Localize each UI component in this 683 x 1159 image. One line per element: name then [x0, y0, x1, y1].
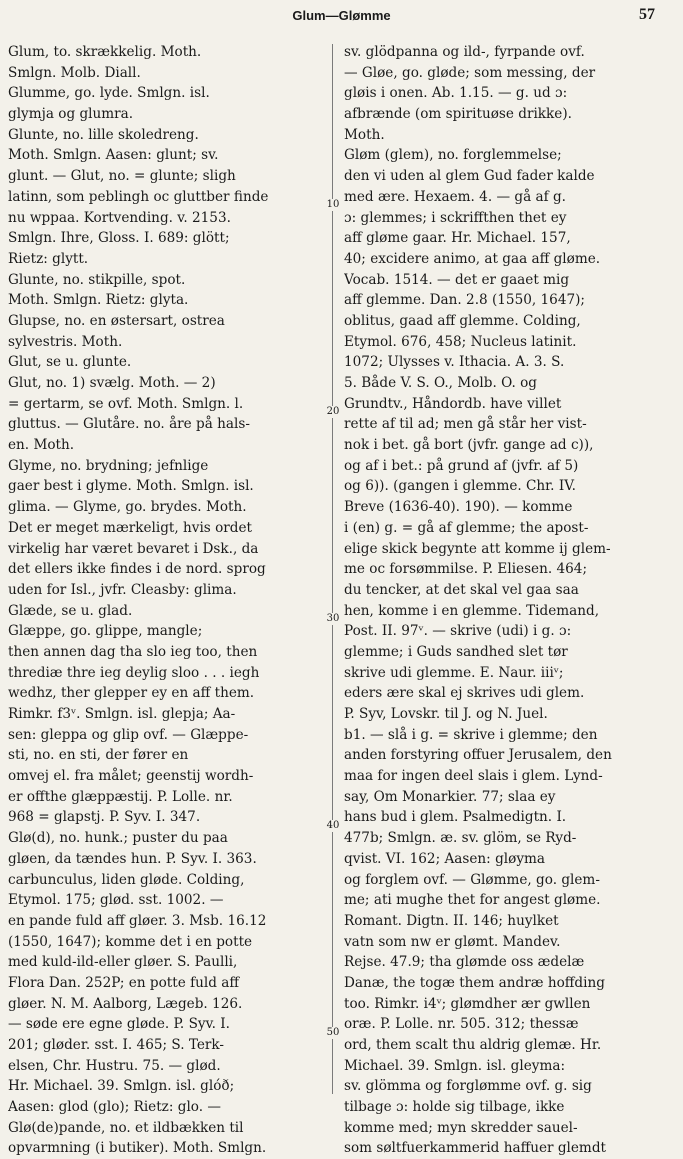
text-line: den vi uden al glem Gud fader kalde — [344, 168, 595, 185]
text-line: gløis i onen. Ab. 1.15. — g. ud ɔ: — [344, 85, 568, 102]
text-line: er offthe glæppæstij. P. Lolle. nr. — [8, 788, 233, 805]
text-line: gluttus. — Glutåre. no. åre på hals- — [8, 416, 250, 433]
text-line: aff gløme gaar. Hr. Michael. 157, — [344, 230, 571, 247]
text-line: Post. II. 97ᵛ. — skrive (udi) i g. ɔ: — [344, 623, 572, 640]
text-line: afbrænde (om spirituøse drikke). — [344, 106, 572, 123]
text-line: latinn, som peblingh oc gluttber finde — [8, 188, 269, 205]
page-header — [0, 4, 683, 30]
left-column — [8, 42, 320, 1159]
text-line: 968 = glapstj. P. Syv. I. 347. — [8, 809, 201, 826]
text-line: me; ati mughe thet for angest gløme. — [344, 892, 601, 909]
text-line: glunt. — Glut, no. = glunte; sligh — [8, 168, 236, 185]
text-line: (1550, 1647); komme det i en potte — [8, 933, 253, 950]
text-line: elige skick begynte att komme ij glem- — [344, 540, 611, 557]
text-line: det ellers ikke findes i de nord. sprog — [8, 561, 266, 578]
text-line: hen, komme i en glemme. Tidemand, — [344, 602, 600, 619]
text-line: Etymol. 676, 458; Nucleus latinit. — [344, 333, 577, 350]
text-line: Flora Dan. 252P; en potte fuld aff — [8, 974, 240, 991]
text-line: gløen, da tændes hun. P. Syv. I. 363. — [8, 850, 257, 867]
text-line: carbunculus, liden gløde. Colding, — [8, 871, 245, 888]
text-line: qvist. VI. 162; Aasen: gløyma — [344, 850, 545, 867]
text-line: oblitus, gaad aff glemme. Colding, — [344, 312, 581, 329]
text-line: og forglem ovf. — Glømme, go. glem- — [344, 871, 600, 888]
text-line: glima. — Glyme, go. brydes. Moth. — [8, 499, 247, 516]
text-line: Glyme, no. brydning; jefnlige — [8, 457, 209, 474]
text-line: i (en) g. = gå af glemme; the apost- — [344, 519, 589, 536]
text-line: 477b; Smlgn. æ. sv. glöm, se Ryd- — [344, 830, 577, 847]
text-line: elsen, Chr. Hustru. 75. — glød. — [8, 1057, 221, 1074]
text-line: Vocab. 1514. — det er gaaet mig — [344, 271, 570, 288]
text-line: gaer best i glyme. Moth. Smlgn. isl. — [8, 478, 254, 495]
running-head: Glum—Glømme — [292, 8, 391, 23]
text-line: rette af til ad; men gå står her vist- — [344, 416, 587, 433]
text-line: Smlgn. Molb. Diall. — [8, 64, 141, 81]
text-line: Glumme, go. lyde. Smlgn. isl. — [8, 85, 210, 102]
text-line: b1. — slå i g. = skrive i glemme; den — [344, 726, 598, 743]
text-line: — Gløe, go. gløde; som messing, der — [344, 64, 596, 81]
text-line: vatn som nw er glømt. Mandev. — [344, 933, 561, 950]
text-line: med ære. Hexaem. 4. — gå af g. — [344, 188, 566, 205]
text-line: Romant. Digtn. II. 146; huylket — [344, 912, 559, 929]
text-line: Rimkr. f3ᵛ. Smlgn. isl. glepja; Aa- — [8, 706, 236, 722]
text-line: oræ. P. Lolle. nr. 505. 312; thessæ — [344, 1016, 579, 1033]
text-line: me oc forsømmilse. P. Eliesen. 464; — [344, 561, 588, 578]
text-line: thrediæ thre ieg deylig sloo . . . iegh — [8, 664, 260, 681]
text-line: Grundtv., Håndordb. have villet — [344, 395, 562, 412]
text-line: P. Syv, Lovskr. til J. og N. Juel. — [344, 706, 548, 722]
text-line: nok i bet. gå bort (jvfr. gange ad c)), — [344, 437, 594, 454]
line-number-40: 40 — [326, 820, 340, 831]
text-line: = gertarm, se ovf. Moth. Smlgn. l. — [8, 395, 244, 412]
line-number-10: 10 — [326, 199, 340, 210]
text-line: Smlgn. Ihre, Gloss. I. 689: glött; — [8, 230, 230, 247]
text-line: en. Moth. — [8, 437, 75, 454]
text-line: Breve (1636-40). 190). — komme — [344, 499, 573, 516]
text-line: 40; excidere animo, at gaa aff gløme. — [344, 250, 601, 267]
text-line: Glø(d), no. hunk.; puster du paa — [8, 830, 228, 847]
text-line: og af i bet.: på grund af (jvfr. af 5) — [344, 457, 579, 474]
text-line: Gløm (glem), no. forglemmelse; — [344, 147, 562, 164]
text-line: nu wppaa. Kortvending. v. 2153. — [8, 209, 231, 226]
text-line: 201; gløder. sst. I. 465; S. Terk- — [8, 1037, 225, 1053]
text-line: og 6)). (gangen i glemme. Chr. IV. — [344, 478, 576, 495]
text-line: med kuld-ild-eller gløer. S. Paulli, — [8, 954, 238, 971]
text-line: sv. glömma og forglømme ovf. g. sig — [344, 1078, 592, 1095]
text-line: uden for Isl., jvfr. Cleasby: glima. — [8, 581, 237, 598]
text-line: Glut, no. 1) svælg. Moth. — 2) — [8, 375, 216, 391]
text-line: Moth. Smlgn. Aasen: glunt; sv. — [8, 147, 219, 164]
text-line: Glæppe, go. glippe, mangle; — [8, 623, 203, 640]
text-line: anden forstyring offuer Jerusalem, den — [344, 747, 612, 764]
text-line: som søltfuerkammerid haffuer glemdt — [344, 1140, 606, 1157]
text-line: Moth. Smlgn. Rietz: glyta. — [8, 292, 189, 309]
text-line: Etymol. 175; glød. sst. 1002. — — [8, 892, 224, 909]
text-line: Glut, se u. glunte. — [8, 354, 132, 371]
text-line: — søde ere egne gløde. P. Syv. I. — [8, 1016, 230, 1033]
text-line: sen: gleppa og glip ovf. — Glæppe- — [8, 726, 249, 743]
text-line: eders ære skal ej skrives udi glem. — [344, 685, 585, 702]
text-line: Moth. — [344, 126, 385, 143]
text-line: ord, them scalt thu aldrig glemæ. Hr. — [344, 1037, 602, 1053]
text-line: Rejse. 47.9; tha glømde oss ædelæ — [344, 954, 585, 971]
text-line: 5. Både V. S. O., Molb. O. og — [344, 375, 537, 391]
page-number: 57 — [639, 6, 655, 23]
text-line: en pande fuld aff gløer. 3. Msb. 16.12 — [8, 912, 267, 929]
text-line: sylvestris. Moth. — [8, 333, 123, 350]
text-line: Aasen: glod (glo); Rietz: glo. — — [8, 1099, 221, 1116]
text-line: komme med; myn skredder sauel- — [344, 1119, 578, 1136]
text-line: Glunte, no. lille skoledreng. — [8, 126, 199, 143]
text-line: aff glemme. Dan. 2.8 (1550, 1647); — [344, 292, 586, 309]
text-line: glymja og glumra. — [8, 106, 134, 123]
text-line: hans bud i glem. Psalmedigtn. I. — [344, 809, 567, 826]
text-line: Hr. Michael. 39. Smlgn. isl. glóð; — [8, 1078, 235, 1095]
line-number-30: 30 — [326, 613, 340, 624]
text-line: Glæde, se u. glad. — [8, 602, 133, 619]
text-line: Glum, to. skrækkelig. Moth. — [8, 44, 202, 60]
text-line: Glunte, no. stikpille, spot. — [8, 271, 186, 288]
text-line: wedhz, ther glepper ey en aff them. — [8, 685, 255, 702]
line-number-20: 20 — [326, 406, 340, 417]
text-line: too. Rimkr. i4ᵛ; glømdher ær gwllen — [344, 995, 591, 1012]
text-line: opvarmning (i butiker). Moth. Smlgn. — [8, 1140, 267, 1157]
text-line: Danæ, the togæ them andræ hoffding — [344, 974, 605, 991]
text-line: Michael. 39. Smlgn. isl. gleyma: — [344, 1057, 566, 1074]
text-line: Glupse, no. en østersart, ostrea — [8, 312, 225, 329]
text-line: Det er meget mærkeligt, hvis ordet — [8, 519, 252, 536]
text-line: 1072; Ulysses v. Ithacia. A. 3. S. — [344, 354, 565, 371]
text-line: say, Om Monarkier. 77; slaa ey — [344, 788, 556, 805]
text-line: du tencker, at det skal vel gaa saa — [344, 581, 579, 598]
right-column — [344, 42, 656, 1159]
text-line: omvej el. fra målet; geenstij wordh- — [8, 768, 254, 785]
text-line: sv. glödpanna og ild-, fyrpande ovf. — [344, 44, 585, 60]
text-line: gløer. N. M. Aalborg, Lægeb. 126. — [8, 995, 243, 1012]
text-line: Glø(de)pande, no. et ildbækken til — [8, 1119, 244, 1136]
text-line: maa for ingen deel slais i glem. Lynd- — [344, 768, 603, 785]
text-line: ɔ: glemmes; i sckriffthen thet ey — [344, 209, 567, 226]
text-line: skrive udi glemme. E. Naur. iiiᵛ; — [344, 664, 564, 681]
text-line: then annen dag tha slo ieg too, then — [8, 643, 258, 660]
text-line: tilbage ɔ: holde sig tilbage, ikke — [344, 1099, 565, 1116]
text-line: glemme; i Guds sandhed slet tør — [344, 643, 568, 660]
line-number-50: 50 — [326, 1027, 340, 1038]
text-line: Rietz: glytt. — [8, 250, 89, 267]
text-line: sti, no. en sti, der fører en — [8, 747, 189, 764]
text-line: virkelig har været bevaret i Dsk., da — [8, 540, 259, 557]
